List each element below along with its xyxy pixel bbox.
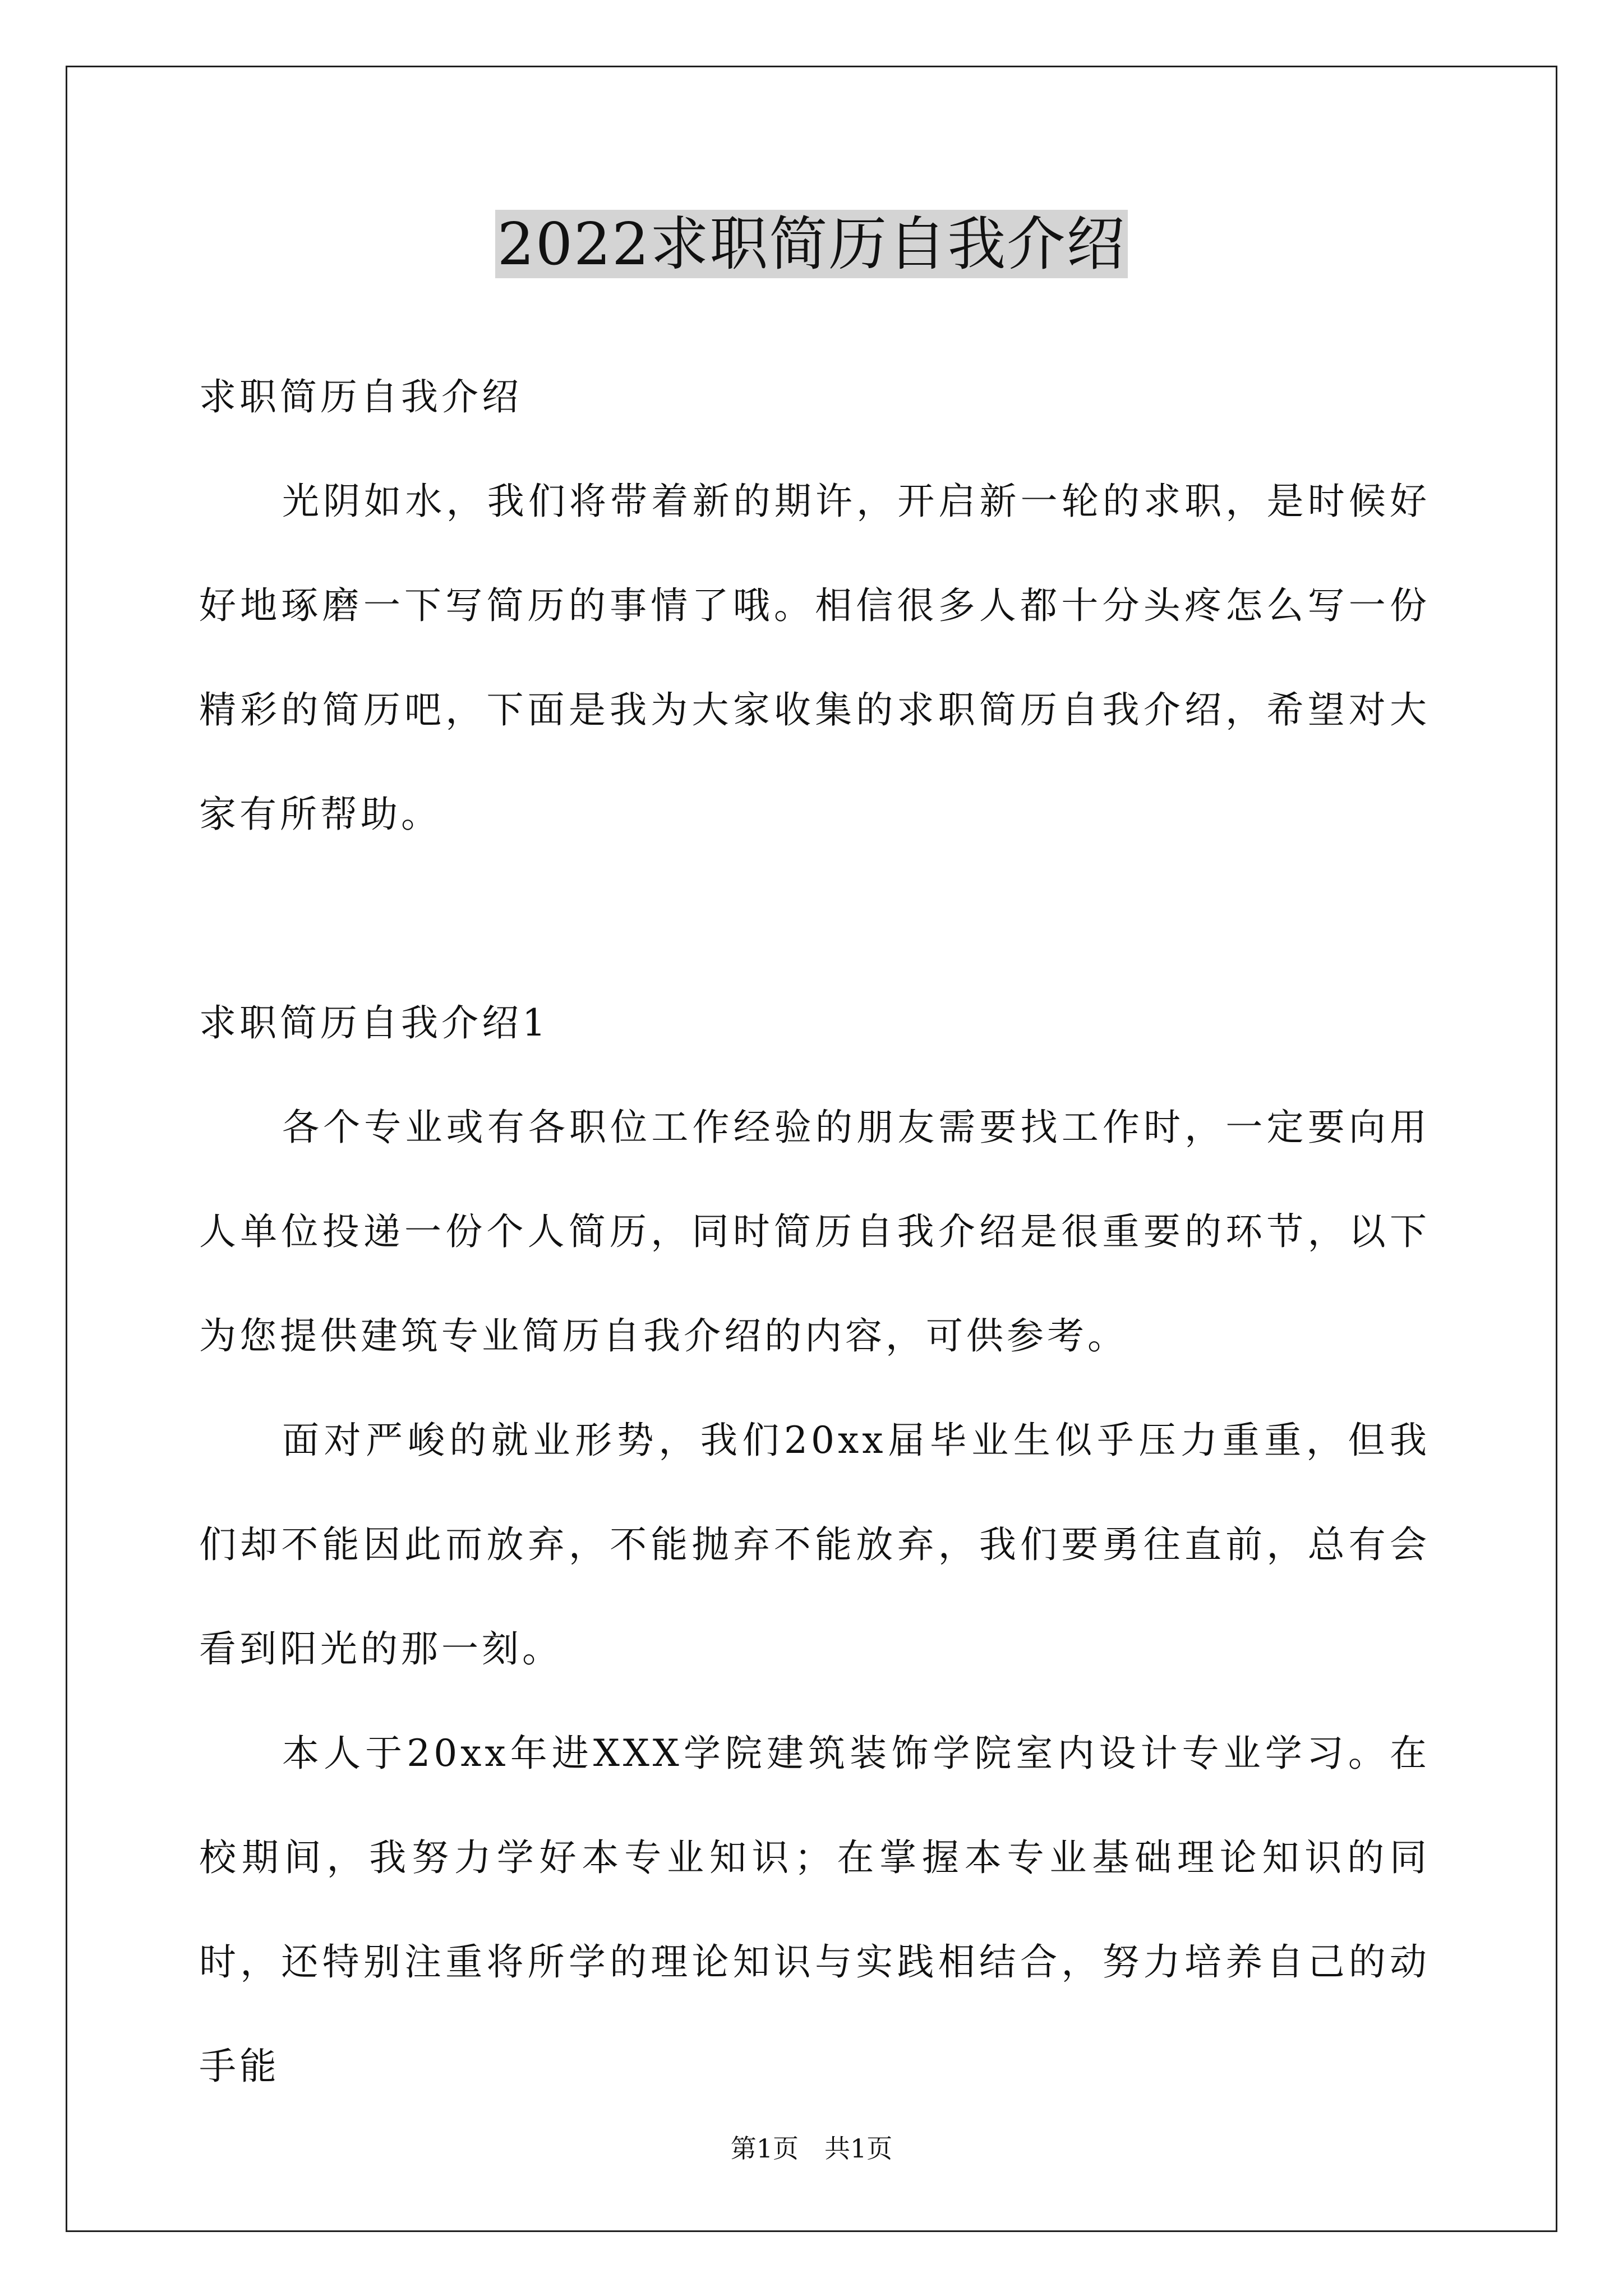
document-title-text: 2022求职简历自我介绍 bbox=[495, 210, 1128, 278]
intro-paragraph: 光阴如水，我们将带着新的期许，开启新一轮的求职，是时候好好地琢磨一下写简历的事情了哦。相信很多人都十分头疼怎么写一份精彩的简历吧，下面是我为大家收集的求职简历自我介绍，希望对大家有所帮助。 bbox=[199, 480, 1430, 836]
section-1-heading: 求职简历自我介绍1 bbox=[199, 1001, 549, 1045]
section-spacer bbox=[199, 867, 1430, 971]
intro-heading: 求职简历自我介绍 bbox=[199, 375, 522, 418]
section-1-paragraph-3: 本人于20xx年进XXX学院建筑装饰学院室内设计专业学习。在校期间，我努力学好本专业知识；在掌握本专业基础理论知识的同时，还特别注重将所学的理论知识与实践相结合，努力培养自己的动手能 bbox=[199, 1732, 1430, 2088]
document-body bbox=[199, 345, 1430, 2119]
document-title bbox=[0, 208, 1623, 280]
section-1-paragraph-2: 面对严峻的就业形势，我们20xx届毕业生似乎压力重重，但我们却不能因此而放弃，不能抛弃不能放弃，我们要勇往直前，总有会看到阳光的那一刻。 bbox=[199, 1419, 1430, 1671]
page-footer: 第1页 共1页 bbox=[730, 2133, 893, 2164]
section-1-paragraph-1: 各个专业或有各职位工作经验的朋友需要找工作时，一定要向用人单位投递一份个人简历，同时简历自我介绍是很重要的环节，以下为您提供建筑专业简历自我介绍的内容，可供参考。 bbox=[199, 1106, 1430, 1358]
